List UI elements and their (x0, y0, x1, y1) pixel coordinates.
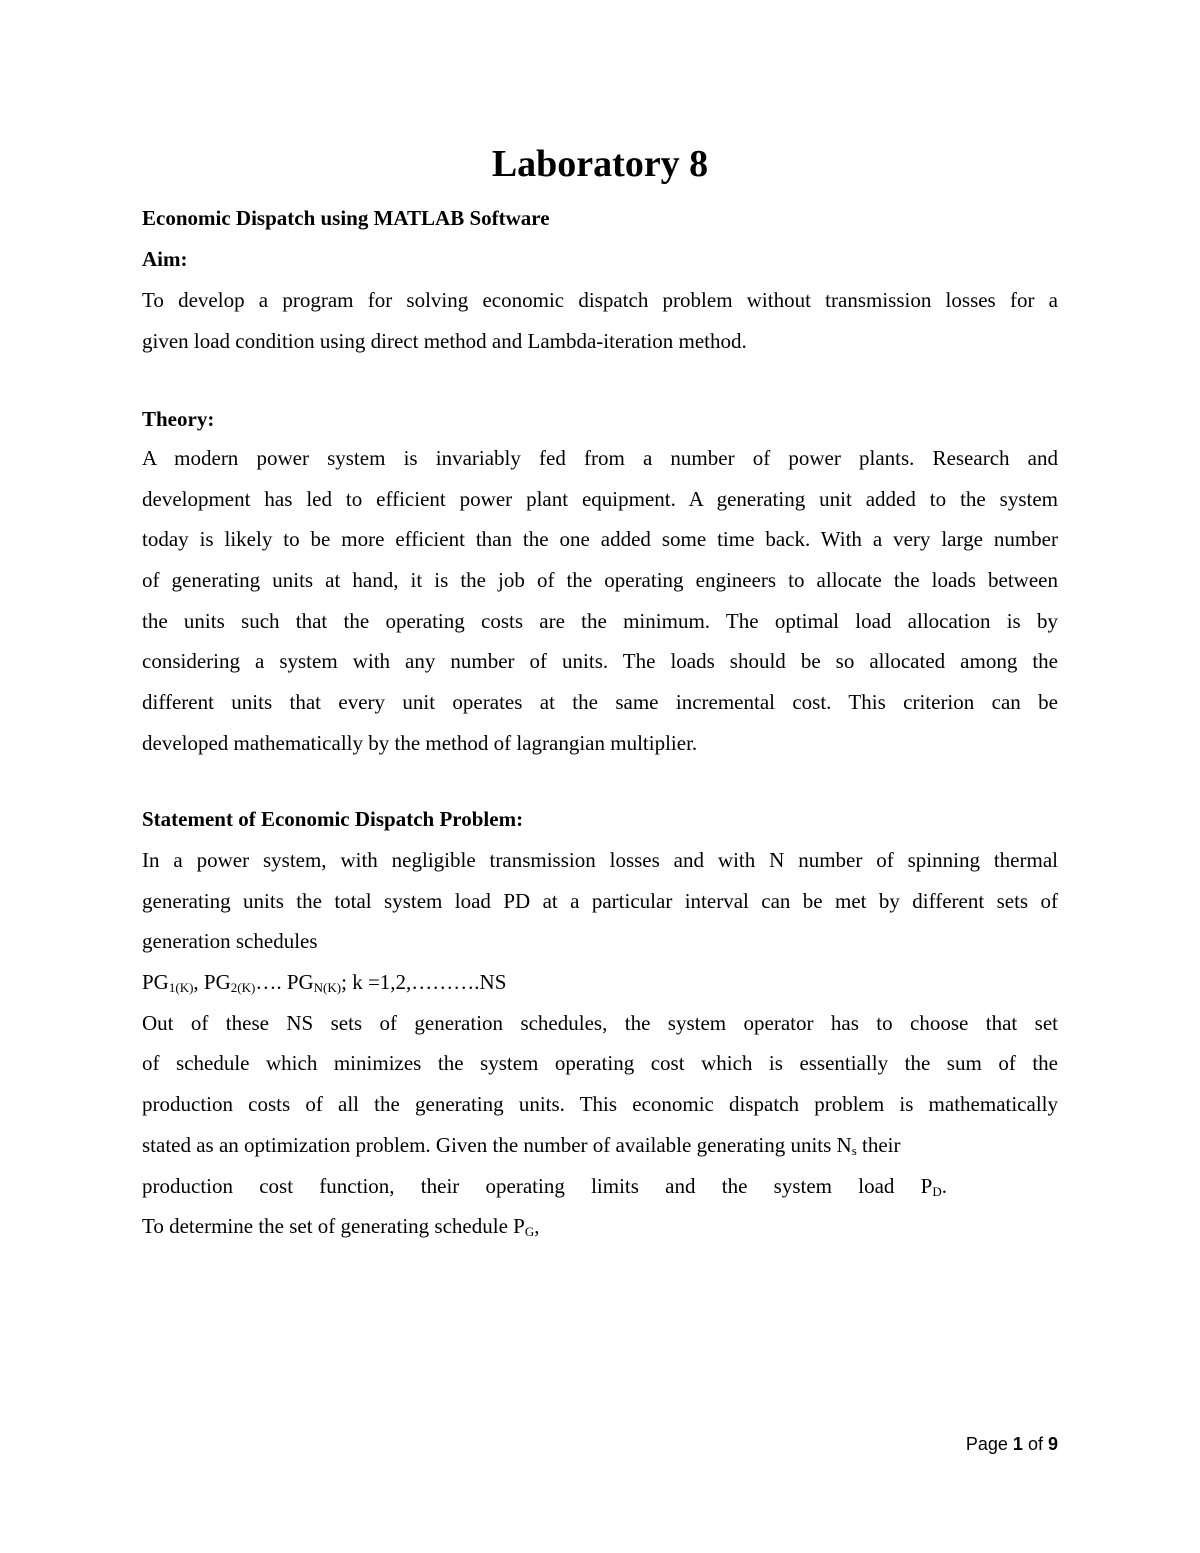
page-number-footer (966, 1430, 1058, 1458)
theory-line: development has led to efficient power plant equipment. A generating unit added to the system (142, 486, 1058, 511)
theory-line: different units that every unit operates at the same incremental cost. This criterion can be (142, 690, 1058, 715)
page-title: Laboratory 8 (491, 143, 709, 185)
statement-heading: Statement of Economic Dispatch Problem: (142, 807, 524, 831)
theory-line: the units such that the operating costs are the minimum. The optimal load allocation is by (142, 608, 1058, 633)
footer-of-word: of (1027, 1434, 1043, 1454)
aim-line: To develop a program for solving economic dispatch problem without transmission losses for a (142, 288, 1058, 312)
statement-line-pg: To determine the set of generating schedule $P_G$, (142, 1214, 540, 1240)
theory-line: considering a system with any number of units. The loads should be so allocated among the (142, 649, 1058, 674)
statement-line-ns: stated as an optimization problem. Given the number of available generating units $N_s$ their (142, 1132, 901, 1158)
statement-line: production costs of all the generating units. This economic dispatch problem is mathematically (142, 1092, 1058, 1117)
aim-heading: Aim: (142, 247, 188, 271)
statement-line-pd: production cost function, their operating limits and the system load $P_D$. (142, 1173, 947, 1199)
footer-page-num: 1 (1012, 1434, 1023, 1454)
theory-line: today is likely to be more efficient than the one added some time back. With a very large number (142, 527, 1058, 552)
statement-line: generating units the total system load PD at a particular interval can be met by different sets of (142, 888, 1058, 913)
theory-line: developed mathematically by the method of lagrangian multiplier. (142, 730, 698, 755)
aim-line: given load condition using direct method and Lambda-iteration method. (142, 328, 747, 353)
footer-page-word: Page (965, 1434, 1008, 1454)
theory-heading: Theory: (142, 407, 215, 431)
theory-paragraph (142, 438, 1058, 764)
statement-line: In a power system, with negligible transmission losses and with N number of spinning thermal (142, 848, 1058, 872)
statement-line: Out of these NS sets of generation schedules, the system operator has to choose that set (142, 1010, 1058, 1035)
theory-line: of generating units at hand, it is the job of the operating engineers to allocate the loads between (142, 568, 1058, 593)
theory-line: A modern power system is invariably fed from a number of power plants. Research and (142, 446, 1058, 470)
generation-schedule-formula: $PG_{1(K)}$, $PG_{2(K)}\dots$. $PG_{N(K)}$; k =1,2,……….NS (142, 970, 507, 996)
statement-paragraph (142, 840, 1058, 1247)
statement-line: of schedule which minimizes the system operating cost which is essentially the sum of the (142, 1051, 1058, 1076)
statement-line: generation schedules (142, 929, 318, 954)
aim-paragraph (142, 280, 1058, 361)
footer-total-pages: 9 (1047, 1434, 1058, 1454)
lab-subtitle: Economic Dispatch using MATLAB Software (142, 206, 550, 230)
